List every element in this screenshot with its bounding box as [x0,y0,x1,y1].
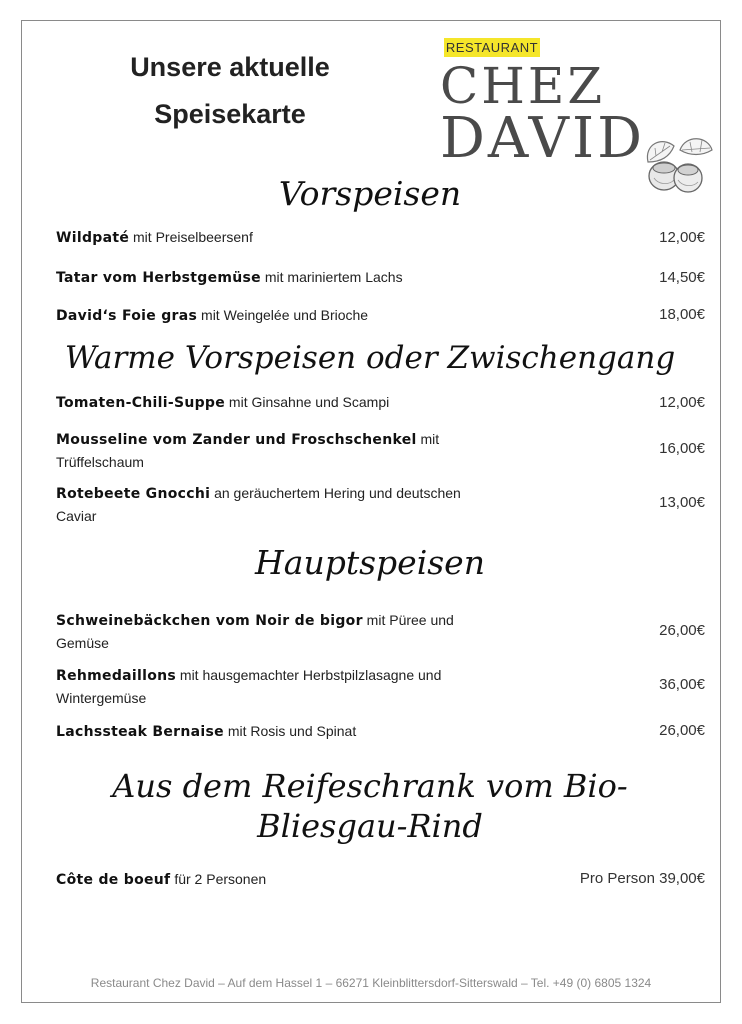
section-warme-vorspeisen: Warme Vorspeisen oder Zwischengang [64,340,676,376]
menu-item [56,226,526,249]
menu-item [56,428,526,473]
item-price: 16,00€ [659,440,705,457]
item-desc: mit hausgemachter Herbstpilzlasagne und [176,667,442,683]
item-price: 26,00€ [659,722,705,739]
menu-item [56,720,526,743]
footer-address: Restaurant Chez David – Auf dem Hassel 1 – 66271 Kleinblittersdorf-Sitterswald – Tel. +49 (0) 6805 1324 [90,976,652,990]
item-price: 13,00€ [659,494,705,511]
item-desc-2: Caviar [56,508,97,524]
menu-item [56,482,526,527]
item-name: Rotebeete Gnocchi [56,486,211,502]
item-desc: für 2 Personen [170,871,267,887]
section-reifeschrank-line-2: Bliesgau-Rind [257,807,483,845]
item-name: Tatar vom Herbstgemüse [56,270,261,286]
item-desc: mit Preiselbeersenf [129,229,253,245]
item-desc: mit [416,431,440,447]
item-price: Pro Person 39,00€ [579,870,705,887]
item-price: 18,00€ [659,306,705,323]
intro-line-2: Speisekarte [154,99,306,129]
item-price: 12,00€ [659,229,705,246]
item-desc: an geräuchertem Hering und deutschen [210,485,461,501]
item-name: Tomaten-Chili-Suppe [56,395,226,411]
item-name: Lachssteak Bernaise [56,724,224,740]
item-desc: mit Weingelée und Brioche [197,307,369,323]
item-name: Mousseline vom Zander und Froschschenkel [56,432,417,448]
menu-item [56,868,526,891]
menu-item [56,609,526,654]
menu-item [56,266,526,289]
section-vorspeisen: Vorspeisen [278,174,462,213]
logo-badge: RESTAURANT [445,40,539,55]
item-desc: mit Püree und [362,612,454,628]
item-desc-2: Gemüse [56,635,109,651]
logo-text-chez: CHEZ [440,57,606,115]
item-name: Côte de boeuf [56,872,171,888]
section-reifeschrank-line-1: Aus dem Reifeschrank vom Bio- [112,767,628,805]
menu-item [56,664,526,709]
menu-item [56,391,526,414]
item-name: David‘s Foie gras [56,308,198,324]
menu-item [56,304,526,327]
item-price: 26,00€ [659,622,705,639]
intro-line-1: Unsere aktuelle [130,52,330,82]
item-name: Wildpaté [56,230,130,246]
item-name: Rehmedaillons [56,668,177,684]
item-desc: mit mariniertem Lachs [260,269,403,285]
item-desc-2: Trüffelschaum [56,454,144,470]
section-hauptspeisen: Hauptspeisen [255,543,485,582]
item-price: 12,00€ [659,394,705,411]
item-desc-2: Wintergemüse [56,690,147,706]
item-desc: mit Ginsahne und Scampi [225,394,390,410]
item-name: Schweinebäckchen vom Noir de bigor [56,613,363,629]
item-price: 14,50€ [659,269,705,286]
item-price: 36,00€ [659,676,705,693]
logo-text-david: DAVID [440,106,646,171]
item-desc: mit Rosis und Spinat [223,723,357,739]
